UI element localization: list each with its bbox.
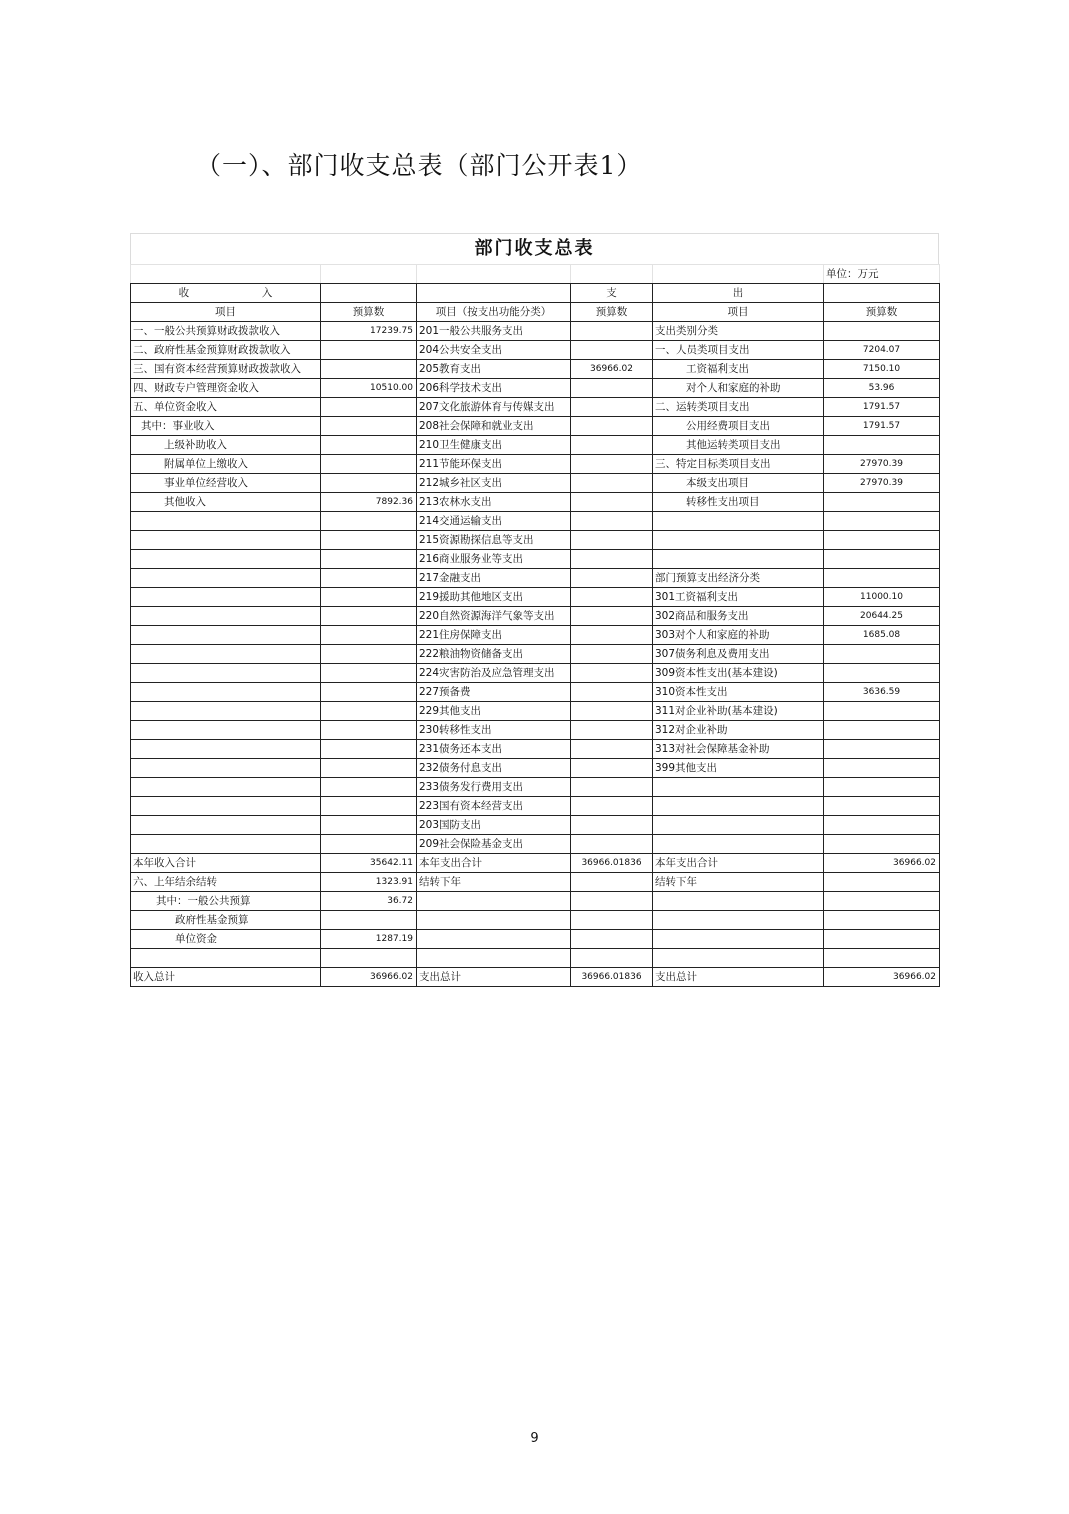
expense-function-item-cell: 220自然资源海洋气象等支出 <box>417 607 571 626</box>
income-budget-cell <box>321 645 417 664</box>
income-budget-cell <box>321 835 417 854</box>
income-budget-cell <box>321 550 417 569</box>
expense-function-item-cell: 232债务付息支出 <box>417 759 571 778</box>
expense-category-item-cell: 部门预算支出经济分类 <box>653 569 824 588</box>
unit-row <box>131 265 940 284</box>
income-section-char-1: 收 <box>178 287 190 299</box>
income-item-cell <box>131 949 321 968</box>
income-item-cell: 一、一般公共预算财政拨款收入 <box>131 322 321 341</box>
income-budget-cell <box>321 341 417 360</box>
expense-function-budget-cell <box>571 778 653 797</box>
income-budget-cell: 7892.36 <box>321 493 417 512</box>
expense-function-budget-cell <box>571 531 653 550</box>
income-item-cell <box>131 759 321 778</box>
expense-category-item-cell: 310资本性支出 <box>653 683 824 702</box>
expense-category-budget-cell: 1791.57 <box>824 398 940 417</box>
expense-category-budget-cell <box>824 930 940 949</box>
expense-function-item-cell: 203国防支出 <box>417 816 571 835</box>
income-item-cell: 政府性基金预算 <box>131 911 321 930</box>
expense-function-item-cell: 223国有资本经营支出 <box>417 797 571 816</box>
col-header-budget: 预算数 <box>321 303 417 322</box>
expense-category-budget-cell: 7150.10 <box>824 360 940 379</box>
income-item-cell: 三、国有资本经营预算财政拨款收入 <box>131 360 321 379</box>
expense-function-item-cell: 230转移性支出 <box>417 721 571 740</box>
expense-function-item-cell: 结转下年 <box>417 873 571 892</box>
expense-function-item-cell: 204公共安全支出 <box>417 341 571 360</box>
table-row <box>131 892 940 911</box>
income-item-cell <box>131 835 321 854</box>
income-item-cell: 收入总计 <box>131 968 321 987</box>
expense-function-item-cell <box>417 930 571 949</box>
expense-category-budget-cell <box>824 664 940 683</box>
income-item-cell <box>131 550 321 569</box>
expense-category-item-cell: 支出类别分类 <box>653 322 824 341</box>
table-row <box>131 664 940 683</box>
income-item-cell <box>131 531 321 550</box>
table-row <box>131 816 940 835</box>
table-row <box>131 531 940 550</box>
expense-function-budget-cell <box>571 436 653 455</box>
income-budget-cell: 36.72 <box>321 892 417 911</box>
income-item-cell <box>131 816 321 835</box>
income-item-cell: 上级补助收入 <box>131 436 321 455</box>
income-section-header <box>131 284 321 303</box>
income-item-cell <box>131 626 321 645</box>
expense-category-budget-cell <box>824 322 940 341</box>
expense-function-budget-cell <box>571 322 653 341</box>
table-row <box>131 455 940 474</box>
expense-category-item-cell: 303对个人和家庭的补助 <box>653 626 824 645</box>
expense-function-item-cell: 207文化旅游体育与传媒支出 <box>417 398 571 417</box>
col-header-budget-3: 预算数 <box>824 303 940 322</box>
income-budget-cell <box>321 702 417 721</box>
expense-function-item-cell: 211节能环保支出 <box>417 455 571 474</box>
expense-category-item-cell <box>653 930 824 949</box>
expense-function-budget-cell <box>571 930 653 949</box>
table-row <box>131 607 940 626</box>
expense-function-item-cell: 205教育支出 <box>417 360 571 379</box>
expense-category-budget-cell: 36966.02 <box>824 854 940 873</box>
table-title: 部门收支总表 <box>130 233 939 264</box>
expense-category-item-cell: 其他运转类项目支出 <box>653 436 824 455</box>
page-number: 9 <box>530 1431 539 1446</box>
expense-category-budget-cell: 27970.39 <box>824 455 940 474</box>
expense-category-budget-cell <box>824 493 940 512</box>
expense-category-item-cell: 311对企业补助(基本建设) <box>653 702 824 721</box>
table-row <box>131 360 940 379</box>
expense-function-item-cell: 214交通运输支出 <box>417 512 571 531</box>
table-row <box>131 911 940 930</box>
expense-category-budget-cell: 1685.08 <box>824 626 940 645</box>
expense-category-item-cell: 工资福利支出 <box>653 360 824 379</box>
table-row <box>131 683 940 702</box>
income-budget-cell: 17239.75 <box>321 322 417 341</box>
income-item-cell <box>131 569 321 588</box>
table-row <box>131 835 940 854</box>
income-budget-cell <box>321 607 417 626</box>
table-row <box>131 778 940 797</box>
expense-category-budget-cell <box>824 512 940 531</box>
expense-function-budget-cell <box>571 645 653 664</box>
income-budget-cell <box>321 626 417 645</box>
expense-category-budget-cell <box>824 740 940 759</box>
expense-category-item-cell: 本级支出项目 <box>653 474 824 493</box>
expense-function-budget-cell <box>571 759 653 778</box>
income-budget-cell <box>321 778 417 797</box>
income-item-cell <box>131 683 321 702</box>
expense-category-item-cell <box>653 949 824 968</box>
expense-category-item-cell: 转移性支出项目 <box>653 493 824 512</box>
table-row <box>131 740 940 759</box>
expense-function-item-cell: 212城乡社区支出 <box>417 474 571 493</box>
col-header-budget-2: 预算数 <box>571 303 653 322</box>
expense-function-budget-cell <box>571 417 653 436</box>
expense-category-item-cell <box>653 550 824 569</box>
table-row <box>131 854 940 873</box>
expense-category-item-cell <box>653 892 824 911</box>
income-item-cell: 附属单位上缴收入 <box>131 455 321 474</box>
expense-function-budget-cell: 36966.02 <box>571 360 653 379</box>
expense-category-budget-cell: 7204.07 <box>824 341 940 360</box>
expense-function-budget-cell <box>571 683 653 702</box>
expense-function-item-cell: 219援助其他地区支出 <box>417 588 571 607</box>
expense-category-budget-cell: 36966.02 <box>824 968 940 987</box>
expense-function-budget-cell <box>571 341 653 360</box>
income-budget-cell <box>321 797 417 816</box>
expense-function-budget-cell: 36966.01836 <box>571 854 653 873</box>
expense-category-item-cell: 309资本性支出(基本建设) <box>653 664 824 683</box>
table-row <box>131 968 940 987</box>
expense-function-item-cell: 221住房保障支出 <box>417 626 571 645</box>
expense-category-budget-cell: 11000.10 <box>824 588 940 607</box>
income-budget-cell <box>321 683 417 702</box>
table-row <box>131 417 940 436</box>
income-item-cell: 本年收入合计 <box>131 854 321 873</box>
income-budget-cell <box>321 740 417 759</box>
expense-category-item-cell <box>653 816 824 835</box>
income-budget-cell <box>321 759 417 778</box>
expense-category-budget-cell <box>824 531 940 550</box>
income-budget-cell <box>321 664 417 683</box>
income-item-cell <box>131 664 321 683</box>
expense-category-item-cell: 支出总计 <box>653 968 824 987</box>
expense-function-item-cell: 216商业服务业等支出 <box>417 550 571 569</box>
table-row <box>131 512 940 531</box>
expense-function-item-cell: 227预备费 <box>417 683 571 702</box>
expense-category-budget-cell <box>824 759 940 778</box>
expense-category-budget-cell <box>824 550 940 569</box>
expense-category-budget-cell <box>824 721 940 740</box>
income-item-cell <box>131 740 321 759</box>
expense-function-budget-cell <box>571 797 653 816</box>
expense-function-budget-cell <box>571 911 653 930</box>
expense-category-item-cell <box>653 512 824 531</box>
expense-function-budget-cell <box>571 607 653 626</box>
income-item-cell <box>131 778 321 797</box>
expense-category-item-cell: 一、人员类项目支出 <box>653 341 824 360</box>
income-item-cell: 其中：事业收入 <box>131 417 321 436</box>
income-budget-cell <box>321 436 417 455</box>
income-budget-cell: 36966.02 <box>321 968 417 987</box>
expense-function-item-cell: 229其他支出 <box>417 702 571 721</box>
income-item-cell <box>131 645 321 664</box>
expense-category-budget-cell <box>824 892 940 911</box>
income-item-cell: 单位资金 <box>131 930 321 949</box>
expense-function-budget-cell <box>571 379 653 398</box>
table-row <box>131 493 940 512</box>
expense-function-budget-cell <box>571 721 653 740</box>
expense-category-budget-cell <box>824 797 940 816</box>
income-budget-cell <box>321 455 417 474</box>
expense-function-budget-cell <box>571 455 653 474</box>
expense-category-budget-cell <box>824 873 940 892</box>
expense-category-item-cell: 二、运转类项目支出 <box>653 398 824 417</box>
expense-function-budget-cell <box>571 664 653 683</box>
income-budget-cell <box>321 512 417 531</box>
expense-category-budget-cell <box>824 949 940 968</box>
expense-category-item-cell <box>653 911 824 930</box>
expense-function-item-cell: 208社会保障和就业支出 <box>417 417 571 436</box>
expense-category-budget-cell <box>824 911 940 930</box>
table-row <box>131 474 940 493</box>
expense-function-budget-cell: 36966.01836 <box>571 968 653 987</box>
income-budget-cell <box>321 816 417 835</box>
expense-function-budget-cell <box>571 512 653 531</box>
expense-function-budget-cell <box>571 569 653 588</box>
expense-category-item-cell: 399其他支出 <box>653 759 824 778</box>
income-section-char-2: 入 <box>261 287 273 299</box>
expense-function-budget-cell <box>571 398 653 417</box>
expense-function-item-cell <box>417 892 571 911</box>
expense-category-budget-cell: 20644.25 <box>824 607 940 626</box>
income-item-cell: 二、政府性基金预算财政拨款收入 <box>131 341 321 360</box>
income-budget-cell <box>321 911 417 930</box>
expense-function-item-cell: 217金融支出 <box>417 569 571 588</box>
expense-function-item-cell: 231债务还本支出 <box>417 740 571 759</box>
table-row <box>131 949 940 968</box>
income-budget-cell: 1323.91 <box>321 873 417 892</box>
income-item-cell <box>131 702 321 721</box>
expense-function-item-cell <box>417 949 571 968</box>
expense-category-item-cell: 302商品和服务支出 <box>653 607 824 626</box>
table-row <box>131 436 940 455</box>
expense-category-budget-cell <box>824 816 940 835</box>
expense-category-budget-cell: 53.96 <box>824 379 940 398</box>
expense-category-item-cell: 三、特定目标类项目支出 <box>653 455 824 474</box>
income-item-cell: 四、财政专户管理资金收入 <box>131 379 321 398</box>
expense-category-item-cell: 公用经费项目支出 <box>653 417 824 436</box>
expense-category-item-cell <box>653 778 824 797</box>
section-header-row <box>131 284 940 303</box>
document-heading: （一）、部门收支总表（部门公开表1） <box>196 151 643 180</box>
income-item-cell <box>131 797 321 816</box>
table-row <box>131 322 940 341</box>
income-item-cell: 其中：一般公共预算 <box>131 892 321 911</box>
income-budget-cell: 10510.00 <box>321 379 417 398</box>
expense-category-item-cell: 312对企业补助 <box>653 721 824 740</box>
expense-category-item-cell <box>653 797 824 816</box>
table-row <box>131 588 940 607</box>
income-budget-cell: 35642.11 <box>321 854 417 873</box>
expense-category-budget-cell <box>824 778 940 797</box>
expense-section-char-2: 出 <box>653 284 824 303</box>
expense-function-budget-cell <box>571 835 653 854</box>
income-item-cell: 五、单位资金收入 <box>131 398 321 417</box>
expense-category-item-cell: 313对社会保障基金补助 <box>653 740 824 759</box>
column-header-row <box>131 303 940 322</box>
expense-function-budget-cell <box>571 588 653 607</box>
expense-function-item-cell <box>417 911 571 930</box>
col-header-item-2: 项目 <box>653 303 824 322</box>
income-budget-cell: 1287.19 <box>321 930 417 949</box>
expense-category-item-cell: 结转下年 <box>653 873 824 892</box>
table-row <box>131 721 940 740</box>
expense-category-item-cell: 对个人和家庭的补助 <box>653 379 824 398</box>
income-item-cell: 其他收入 <box>131 493 321 512</box>
income-item-cell <box>131 512 321 531</box>
income-budget-cell <box>321 588 417 607</box>
table-row <box>131 569 940 588</box>
table-row <box>131 702 940 721</box>
expense-function-budget-cell <box>571 493 653 512</box>
table-row <box>131 645 940 664</box>
expense-section-char-1: 支 <box>571 284 653 303</box>
income-item-cell <box>131 588 321 607</box>
income-budget-cell <box>321 398 417 417</box>
expense-function-budget-cell <box>571 949 653 968</box>
table-row <box>131 379 940 398</box>
expense-category-item-cell <box>653 835 824 854</box>
income-item-cell: 六、上年结余结转 <box>131 873 321 892</box>
budget-summary-table <box>130 264 940 987</box>
expense-function-budget-cell <box>571 740 653 759</box>
expense-category-item-cell: 301工资福利支出 <box>653 588 824 607</box>
expense-category-item-cell <box>653 531 824 550</box>
expense-function-item-cell: 222粮油物资储备支出 <box>417 645 571 664</box>
expense-category-item-cell: 307债务利息及费用支出 <box>653 645 824 664</box>
expense-category-budget-cell: 3636.59 <box>824 683 940 702</box>
expense-function-item-cell: 233债务发行费用支出 <box>417 778 571 797</box>
income-budget-cell <box>321 360 417 379</box>
income-budget-cell <box>321 569 417 588</box>
expense-category-budget-cell <box>824 569 940 588</box>
table-row <box>131 626 940 645</box>
income-budget-cell <box>321 949 417 968</box>
expense-function-budget-cell <box>571 892 653 911</box>
expense-category-budget-cell <box>824 645 940 664</box>
table-row <box>131 797 940 816</box>
table-row <box>131 930 940 949</box>
expense-function-budget-cell <box>571 474 653 493</box>
income-item-cell <box>131 607 321 626</box>
expense-function-budget-cell <box>571 626 653 645</box>
budget-summary-sheet <box>130 233 939 987</box>
expense-function-budget-cell <box>571 702 653 721</box>
table-row <box>131 550 940 569</box>
income-budget-cell <box>321 474 417 493</box>
expense-function-item-cell: 201一般公共服务支出 <box>417 322 571 341</box>
expense-function-item-cell: 213农林水支出 <box>417 493 571 512</box>
income-budget-cell <box>321 417 417 436</box>
col-header-item: 项目 <box>131 303 321 322</box>
income-budget-cell <box>321 531 417 550</box>
table-row <box>131 341 940 360</box>
expense-function-item-cell: 210卫生健康支出 <box>417 436 571 455</box>
expense-category-budget-cell: 27970.39 <box>824 474 940 493</box>
table-row <box>131 759 940 778</box>
table-row <box>131 398 940 417</box>
expense-function-item-cell: 本年支出合计 <box>417 854 571 873</box>
expense-function-item-cell: 206科学技术支出 <box>417 379 571 398</box>
expense-category-item-cell: 本年支出合计 <box>653 854 824 873</box>
expense-category-budget-cell: 1791.57 <box>824 417 940 436</box>
expense-category-budget-cell <box>824 436 940 455</box>
expense-function-budget-cell <box>571 873 653 892</box>
expense-function-item-cell: 支出总计 <box>417 968 571 987</box>
expense-function-item-cell: 215资源勘探信息等支出 <box>417 531 571 550</box>
income-item-cell: 事业单位经营收入 <box>131 474 321 493</box>
income-budget-cell <box>321 721 417 740</box>
expense-category-budget-cell <box>824 835 940 854</box>
unit-label: 单位：万元 <box>824 265 940 284</box>
expense-category-budget-cell <box>824 702 940 721</box>
expense-function-budget-cell <box>571 816 653 835</box>
income-item-cell <box>131 721 321 740</box>
expense-function-item-cell: 224灾害防治及应急管理支出 <box>417 664 571 683</box>
expense-function-budget-cell <box>571 550 653 569</box>
table-row <box>131 873 940 892</box>
col-header-func-item: 项目（按支出功能分类） <box>417 303 571 322</box>
expense-function-item-cell: 209社会保险基金支出 <box>417 835 571 854</box>
